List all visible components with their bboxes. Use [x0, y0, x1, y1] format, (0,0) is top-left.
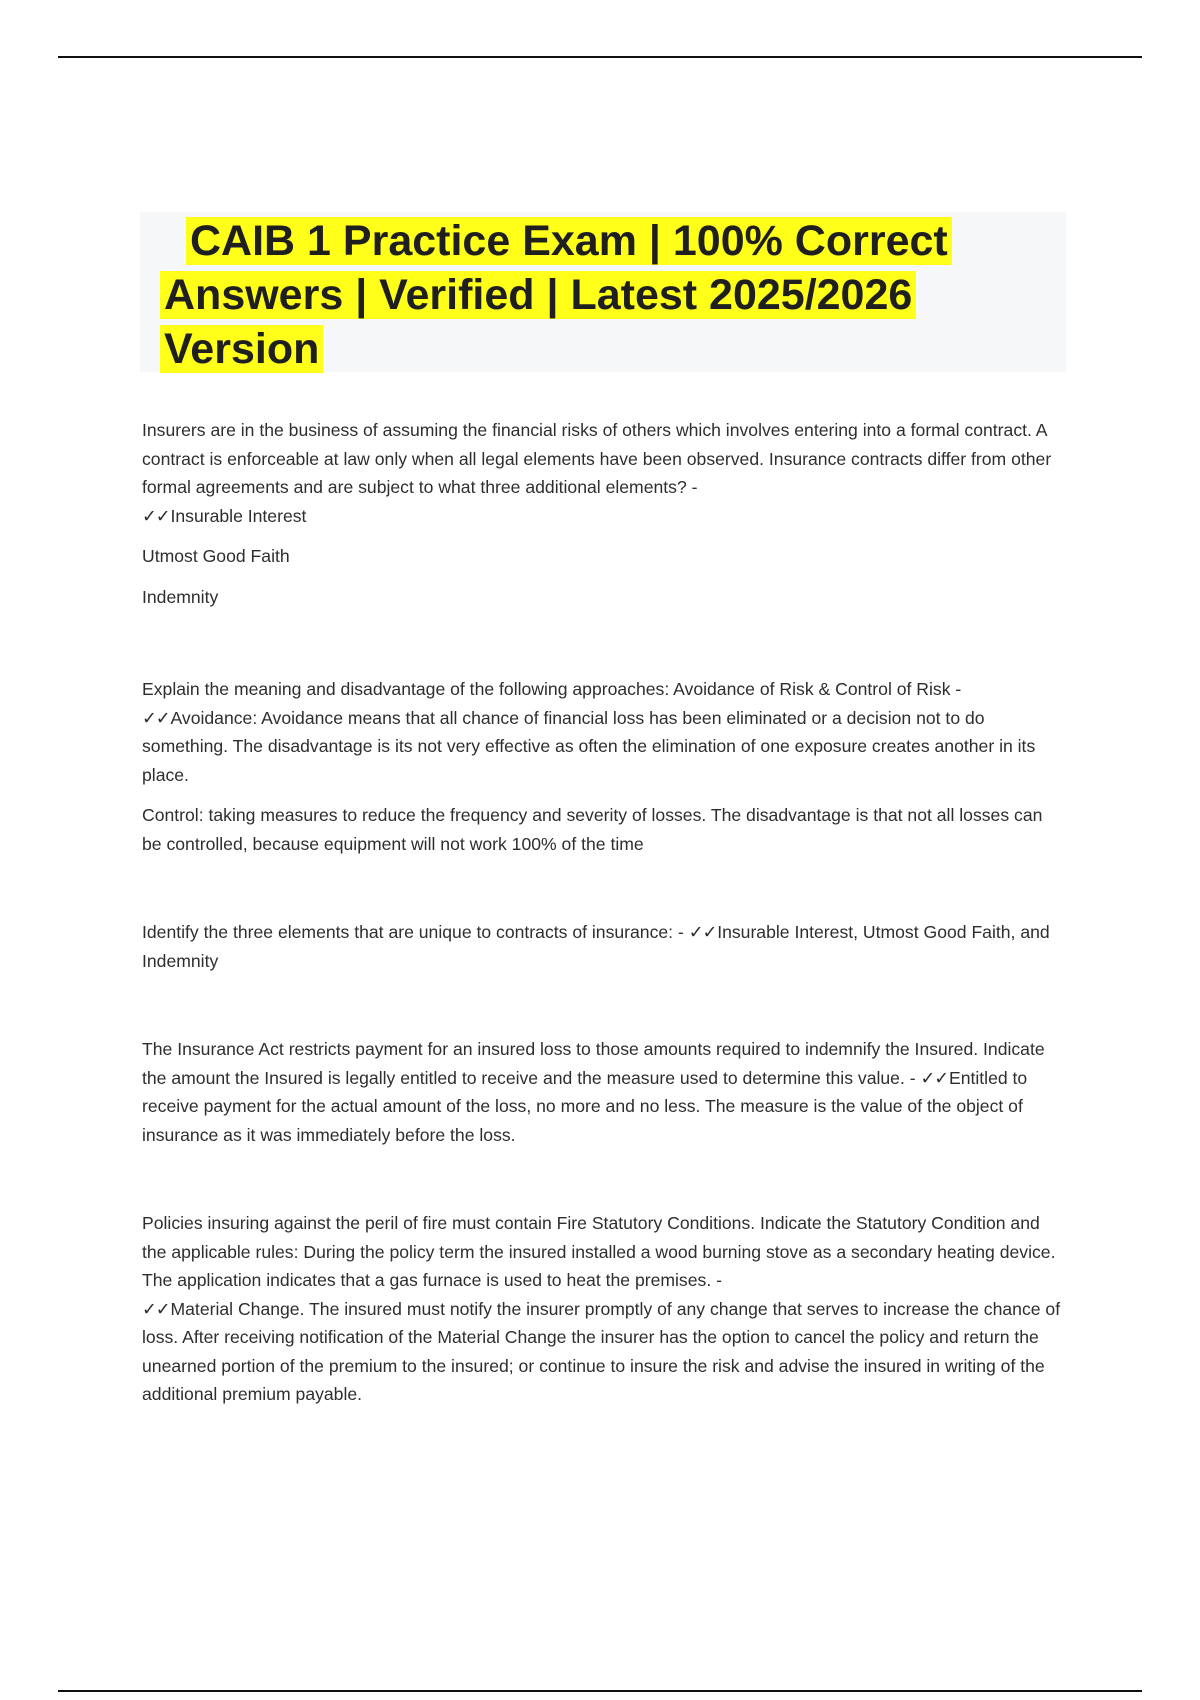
page-title [160, 214, 1040, 376]
top-rule [58, 56, 1142, 58]
qa-item-2 [142, 675, 1062, 858]
check-icon: ✓✓ [920, 1067, 948, 1088]
answer-text: Material Change. The insured must notify the insurer promptly of any change that serves to increase the chance of loss. After receiving notification of the Material Change the insurer has the option to cancel the policy and return the unearned portion of the premium to the insured; or continue to insure the risk and advise the insured in writing of the additional premium payable. [142, 1298, 1061, 1404]
answer-text: Insurable Interest, Utmost Good Faith, and Indemnity [142, 922, 1050, 971]
answer-text: Avoidance: Avoidance means that all chance of financial loss has been eliminated or a decision not to do something. The disadvantage is its not very effective as often the elimination of one exposure creates another in its place. [142, 707, 1036, 785]
qa-item-5 [142, 1209, 1062, 1409]
check-icon: ✓✓ [142, 1298, 170, 1319]
qa-item-4 [142, 1035, 1062, 1149]
answer-text: Entitled to receive payment for the actual amount of the loss, no more and no less. The measure is the value of the object of insurance as it was immediately before the loss. [142, 1067, 1028, 1145]
answer-extra-line: Control: taking measures to reduce the frequency and severity of losses. The disadvantage is that not all losses can be controlled, because equipment will not work 100% of the time [142, 805, 1043, 854]
question-text: Identify the three elements that are unique to contracts of insurance: - ✓✓Insurable Interest, Utmost Good Faith, and Indemnity [142, 922, 1050, 971]
check-icon: ✓✓ [142, 505, 170, 526]
bottom-rule [58, 1690, 1142, 1692]
qa-item-1 [142, 416, 1062, 611]
document-body [142, 416, 1062, 1409]
qa-item-3 [142, 918, 1062, 975]
question-text: Policies insuring against the peril of fire must contain Fire Statutory Conditions. Indicate the Statutory Condition and the applicable rules: During the policy term the insured installed a wood burning stove as a secondary heating device. The application indicates that a gas furnace is used to heat the premises. - ✓✓Material Change. The insured must notify the insurer promptly of any change that serves to increase the chance of loss. After receiving notification of the Material Change the insurer has the option to cancel the policy and return the unearned portion of the premium to the insured; or continue to insure the risk and advise the insured in writing of the additional premium payable. [142, 1213, 1061, 1404]
question-text: Explain the meaning and disadvantage of the following approaches: Avoidance of Risk & Control of Risk - ✓✓Avoidance: Avoidance means that all chance of financial loss has been eliminated or a decision not to do something. The disadvantage is its not very effective as often the elimination of one exposure creates another in its place. [142, 679, 1036, 785]
check-icon: ✓✓ [142, 707, 170, 728]
check-icon: ✓✓ [688, 922, 717, 942]
answer-extra-line: Indemnity [142, 586, 219, 607]
title-line-1: CAIB 1 Practice Exam | 100% Correct [186, 217, 952, 265]
answer-extra-line: Utmost Good Faith [142, 546, 290, 566]
title-line-2: Answers | Verified | Latest 2025/2026 [160, 271, 916, 319]
title-line-3: Version [160, 325, 323, 373]
answer-text: Insurable Interest [170, 505, 307, 526]
question-text: The Insurance Act restricts payment for an insured loss to those amounts required to indemnify the Insured. Indicate the amount the Insured is legally entitled to receive and the measure used to determine this value. - ✓✓Entitled to receive payment for the actual amount of the loss, no more and no less. The measure is the value of the object of insurance as it was immediately before the loss. [142, 1039, 1045, 1145]
question-text: Insurers are in the business of assuming the financial risks of others which involves entering into a formal contract. A contract is enforceable at law only when all legal elements have been observed. Insurance contracts differ from other formal agreements and are subject to what three additional elements? - ✓✓Insurable Interest [142, 420, 1052, 526]
